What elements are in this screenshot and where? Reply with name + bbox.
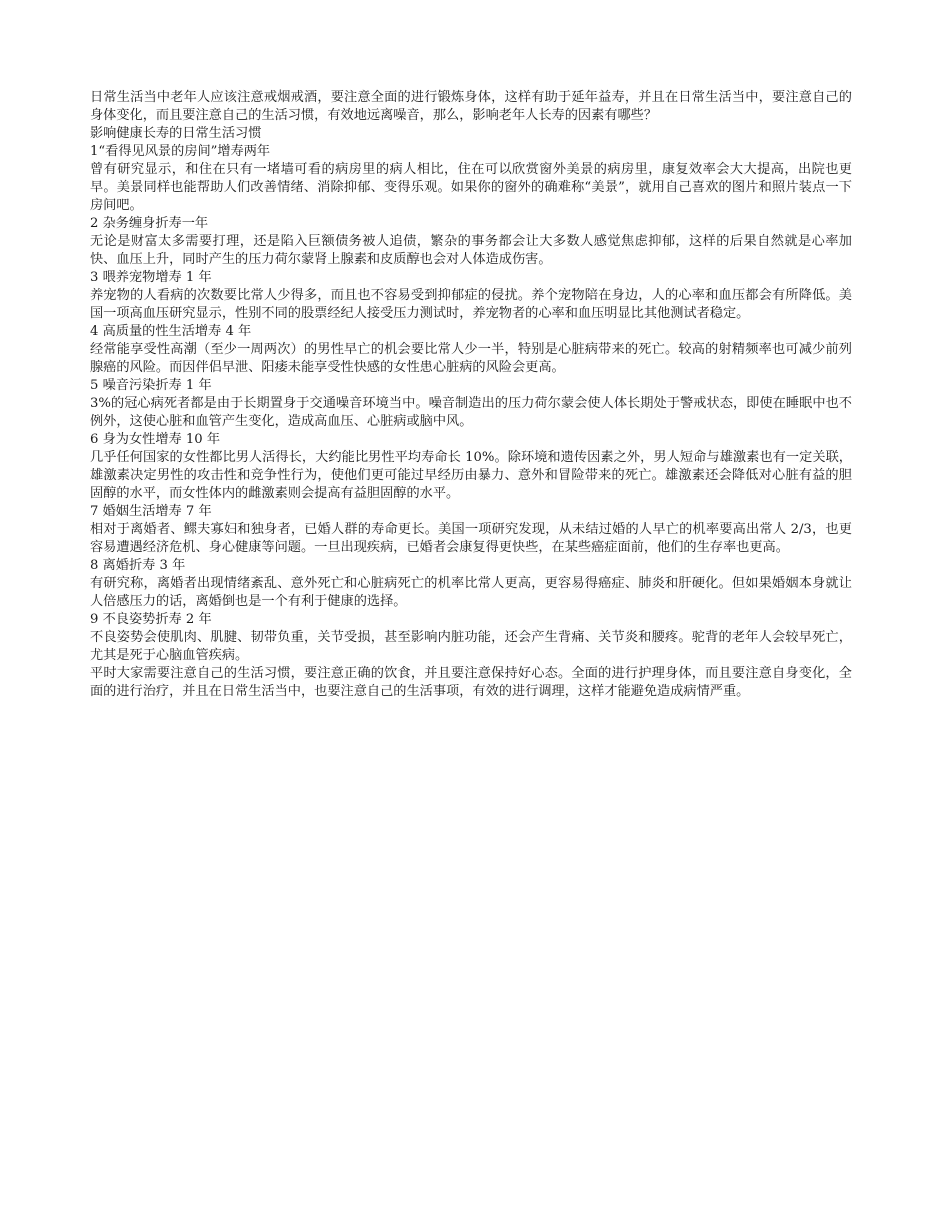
item-title: 4 高质量的性生活增寿 4 年 [90,324,252,339]
item-body: 养宠物的人看病的次数要比常人少得多，而且也不容易受到抑郁症的侵扰。养个宠物陪在身边，人的心率和血压都会有所降低。美国一项高血压研究显示，性别不同的股票经纪人接受压力测试时，养宠物者的心率和血压明显比其他测试者稳定。 [90,288,852,321]
intro-paragraph: 日常生活当中老年人应该注意戒烟戒酒，要注意全面的进行锻炼身体，这样有助于延年益寿，并且在日常生活当中，要注意自己的身体变化，而且要注意自己的生活习惯，有效地远离噪音，那么，影响老年人长寿的因素有哪些？ [90,90,852,123]
item-body: 无论是财富太多需要打理，还是陷入巨额债务被人追债，繁杂的事务都会让大多数人感觉焦虑抑郁，这样的后果自然就是心率加快、血压上升，同时产生的压力荷尔蒙肾上腺素和皮质醇也会对人体造成伤害。 [90,234,852,267]
item-title: 5 噪音污染折寿 1 年 [90,378,212,393]
item-title: 3 喂养宠物增寿 1 年 [90,270,212,285]
item-body: 曾有研究显示，和住在只有一堵墙可看的病房里的病人相比，住在可以欣赏窗外美景的病房里，康复效率会大大提高，出院也更早。美景同样也能帮助人们改善情绪、消除抑郁、变得乐观。如果你的窗外的确难称“美景”，就用自己喜欢的图片和照片装点一下房间吧。 [90,162,852,213]
item-title: 7 婚姻生活增寿 7 年 [90,504,212,519]
article [90,89,852,701]
item-title: 2 杂务缠身折寿一年 [90,216,209,231]
item-title: 8 离婚折寿 3 年 [90,558,186,573]
item-body: 经常能享受性高潮（至少一周两次）的男性早亡的机会要比常人少一半，特别是心脏病带来的死亡。较高的射精频率也可减少前列腺癌的风险。而因伴侣早泄、阳痿未能享受性快感的女性患心脏病的风险会更高。 [90,342,852,375]
conclusion-paragraph: 平时大家需要注意自己的生活习惯，要注意正确的饮食，并且要注意保持好心态。全面的进行护理身体，而且要注意自身变化，全面的进行治疗，并且在日常生活当中，也要注意自己的生活事项，有效的进行调理，这样才能避免造成病情严重。 [90,666,852,699]
item-title: 9 不良姿势折寿 2 年 [90,612,212,627]
item-title: 1“看得见风景的房间”增寿两年 [90,144,271,159]
item-body: 有研究称，离婚者出现情绪紊乱、意外死亡和心脏病死亡的机率比常人更高，更容易得癌症、肺炎和肝硬化。但如果婚姻本身就让人倍感压力的话，离婚倒也是一个有利于健康的选择。 [90,576,852,609]
item-title: 6 身为女性增寿 10 年 [90,432,221,447]
item-body: 相对于离婚者、鳏夫寡妇和独身者，已婚人群的寿命更长。美国一项研究发现，从未结过婚的人早亡的机率要高出常人 2/3，也更容易遭遇经济危机、身心健康等问题。一旦出现疾病，已婚者会康复得更快些，在某些癌症面前，他们的生存率也更高。 [90,522,852,555]
item-body: 不良姿势会使肌肉、肌腱、韧带负重，关节受损，甚至影响内脏功能，还会产生背痛、关节炎和腰疼。驼背的老年人会较早死亡，尤其是死于心脑血管疾病。 [90,630,852,663]
item-body: 几乎任何国家的女性都比男人活得长，大约能比男性平均寿命长 10%。除环境和遗传因素之外，男人短命与雄激素也有一定关联，雄激素决定男性的攻击性和竞争性行为，使他们更可能过早经历由暴力、意外和冒险带来的死亡。雄激素还会降低对心脏有益的胆固醇的水平，而女性体内的雌激素则会提高有益胆固醇的水平。 [90,450,852,501]
section-title: 影响健康长寿的日常生活习惯 [90,126,262,141]
item-body: 3%的冠心病死者都是由于长期置身于交通噪音环境当中。噪音制造出的压力荷尔蒙会使人体长期处于警戒状态，即使在睡眠中也不例外，这使心脏和血管产生变化，造成高血压、心脏病或脑中风。 [90,396,852,429]
